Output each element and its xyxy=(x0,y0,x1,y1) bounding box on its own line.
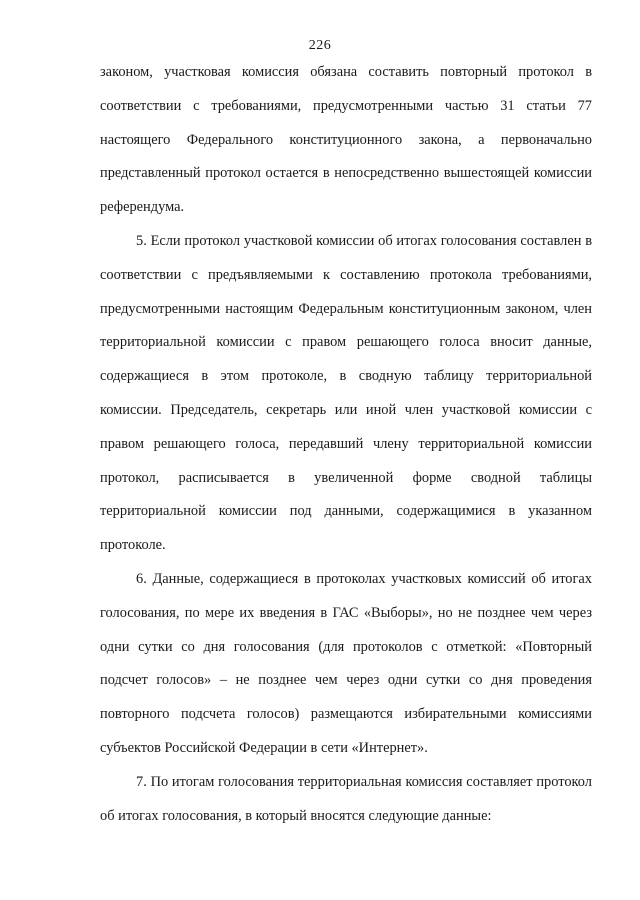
paragraph-item-5: 5. Если протокол участковой комиссии об итогах голосования составлен в соответствии с предъявляемыми к составлению протокола требованиями, предусмотренными настоящим Федеральным конституционным законом, член территориальной комиссии с правом решающего голоса вносит данные, содержащиеся в этом протоколе, в сводную таблицу территориальной комиссии. Председатель, секретарь или иной член участковой комиссии с правом решающего голоса, передавший члену территориальной комиссии протокол, расписывается в увеличенной форме сводной таблицы территориальной комиссии под данными, содержащимися в указанном протоколе. xyxy=(100,232,592,554)
paragraph-item-6: 6. Данные, содержащиеся в протоколах участковых комиссий об итогах голосования, по мере их введения в ГАС «Выборы», но не позднее чем через одни сутки со дня голосования (для протоколов с отметкой: «Повторный подсчет голосов» – не позднее чем через одни сутки со дня проведения повторного подсчета голосов) размещаются избирательными комиссиями субъектов Российской Федерации в сети «Интернет». xyxy=(100,570,592,756)
document-body xyxy=(100,56,592,833)
paragraph-item-7: 7. По итогам голосования территориальная комиссия составляет протокол об итогах голосования, в который вносятся следующие данные: xyxy=(100,773,592,824)
paragraph-continuation: законом, участковая комиссия обязана составить повторный протокол в соответствии с требованиями, предусмотренными частью 31 статьи 77 настоящего Федерального конституционного закона, а первоначально представленный протокол остается в непосредственно вышестоящей комиссии референдума. xyxy=(100,64,592,216)
page-number: 226 xyxy=(308,38,332,53)
